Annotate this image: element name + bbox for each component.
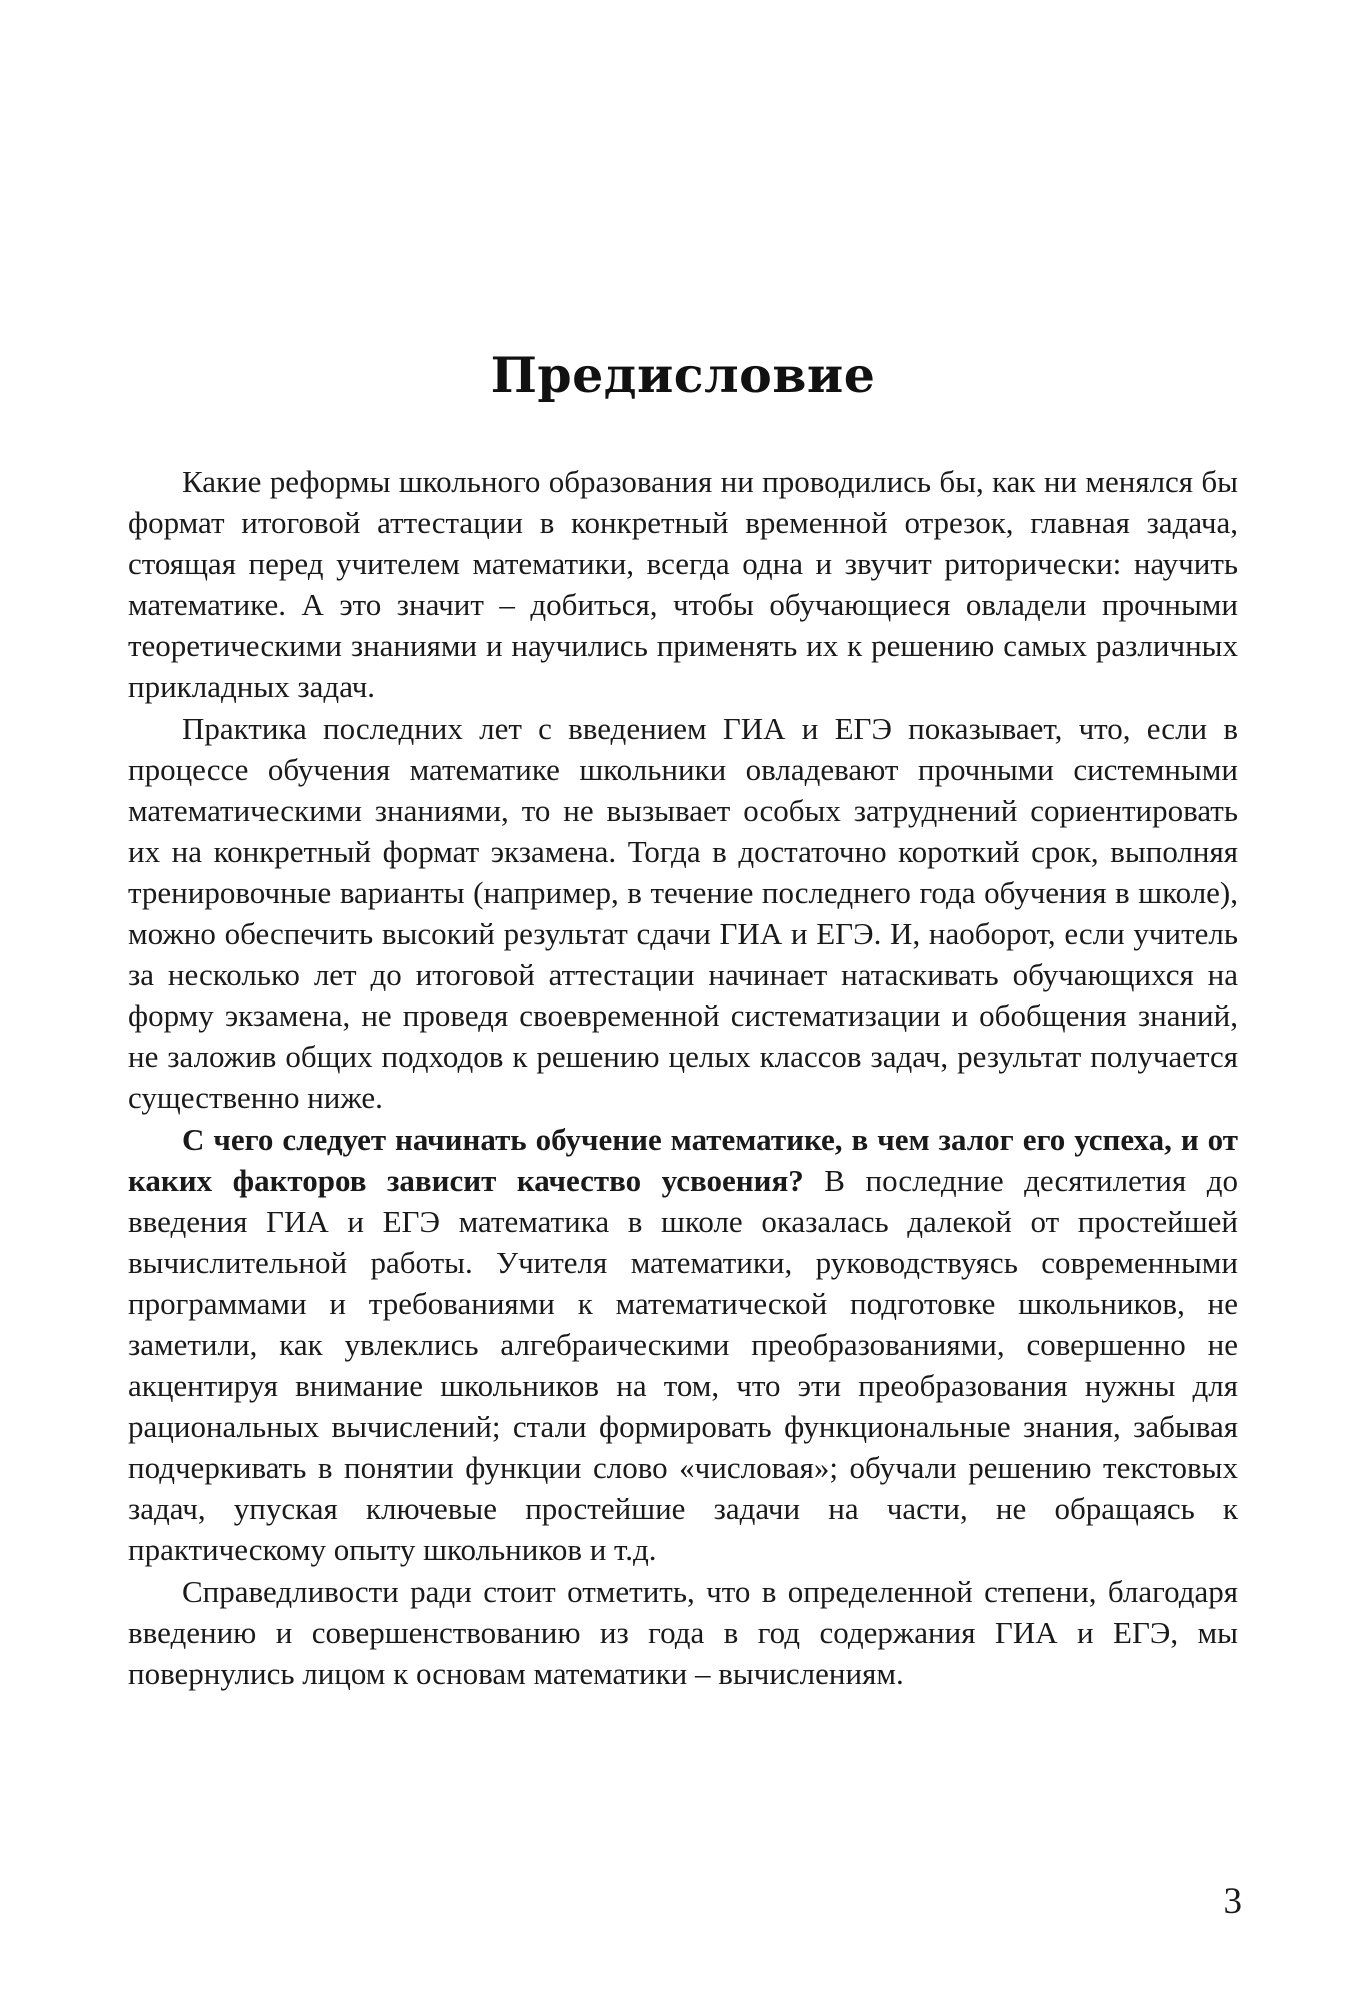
paragraph-3 (128, 1119, 1238, 1571)
page-title: Предисловие (490, 346, 876, 404)
paragraph-1 (128, 461, 1238, 708)
paragraph-2-text: Практика последних лет с введением ГИА и ЕГЭ показывает, что, если в процессе обучения математике школьники овладевают прочными системными математическими знаниями, то не вызывает особых затруднений сориентировать их на конкретный формат экзамена. Тогда в достаточно короткий срок, выполняя тренировочные варианты (например, в течение последнего года обучения в школе), можно обеспечить высокий результат сдачи ГИА и ЕГЭ. И, наоборот, если учитель за несколько лет до итоговой аттестации начинает натаскивать обучающихся на форму экзамена, не проведя своевременной систематизации и обобщения знаний, не заложив общих подходов к решению целых классов задач, результат получается существенно ниже. (128, 710, 1238, 1116)
paragraph-2 (128, 708, 1238, 1119)
paragraph-3-lead: С чего следует начинать обучение математике, в чем залог его успеха, и от каких факторов зависит качество усвоения? (128, 1121, 1238, 1198)
document-body (128, 461, 1238, 1694)
paragraph-4 (128, 1571, 1238, 1694)
page-number: 3 (1223, 1881, 1242, 1922)
paragraph-4-text: Справедливости ради стоит отметить, что в определенной степени, благодаря введению и совершенствованию из года в год содержания ГИА и ЕГЭ, мы повернулись лицом к основам математики – вычислениям. (128, 1573, 1238, 1691)
paragraph-3-text: В последние десятилетия до введения ГИА и ЕГЭ математика в школе оказалась далекой от простейшей вычислительной работы. Учителя математики, руководствуясь современными программами и требованиями к математической подготовке школьников, не заметили, как увлеклись алгебраическими преобразованиями, совершенно не акцентируя внимание школьников на том, что эти преобразования нужны для рациональных вычислений; стали формировать функциональные знания, забывая подчеркивать в понятии функции слово «числовая»; обучали решению текстовых задач, упуская ключевые простейшие задачи на части, не обращаясь к практическому опыту школьников и т.д. (128, 1162, 1238, 1568)
paragraph-1-text: Какие реформы школьного образования ни проводились бы, как ни менялся бы формат итоговой аттестации в конкретный временной отрезок, главная задача, стоящая перед учителем математики, всегда одна и звучит риторически: научить математике. А это значит – добиться, чтобы обучающиеся овладели прочными теоретическими знаниями и научились применять их к решению самых различных прикладных задач. (128, 464, 1238, 705)
